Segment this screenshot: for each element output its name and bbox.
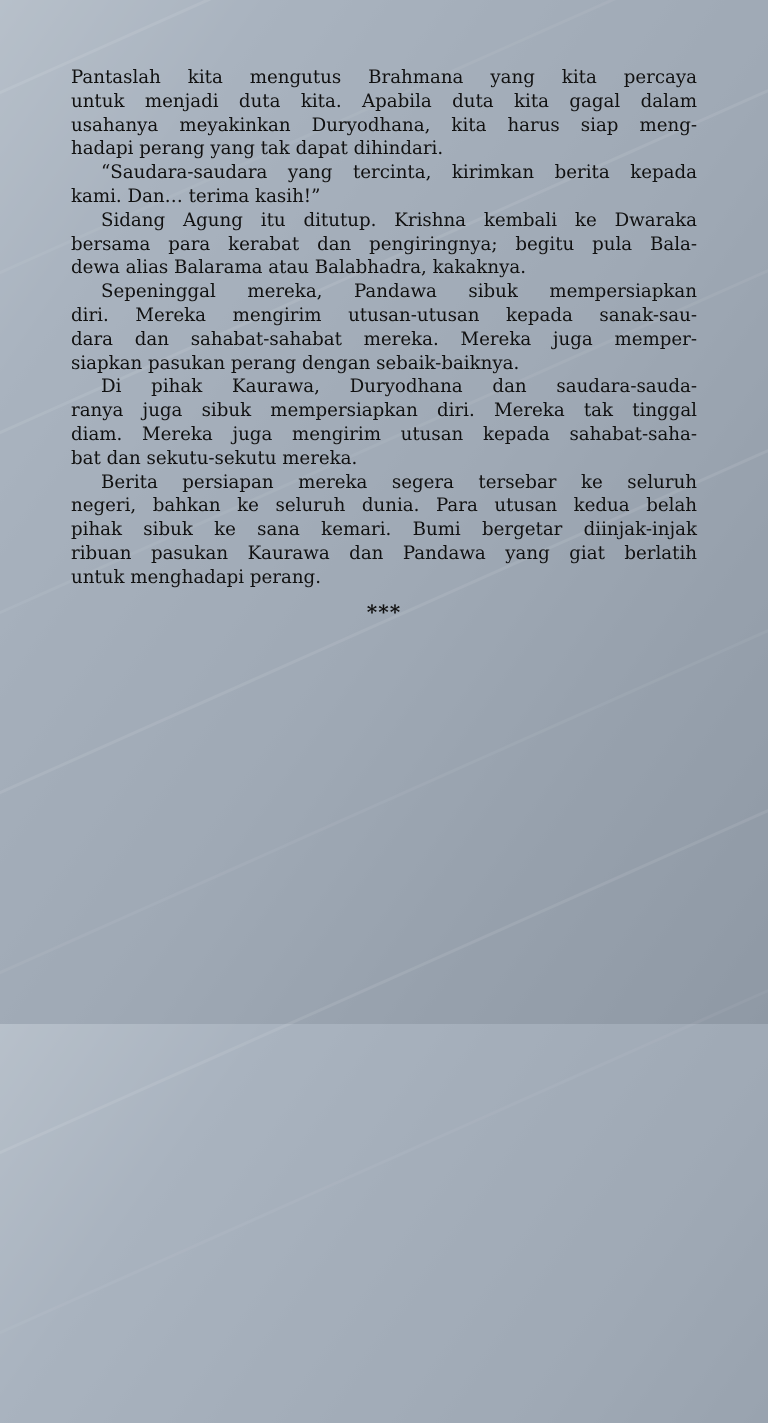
text-line: bat dan sekutu-sekutu mereka.	[71, 447, 358, 469]
text-line: diam. Mereka juga mengirim utusan kepada sahabat-saha-	[71, 423, 697, 445]
text-line: untuk menjadi duta kita. Apabila duta kita gagal dalam	[71, 90, 697, 112]
text-line: bersama para kerabat dan pengiringnya; begitu pula Bala-	[71, 233, 697, 255]
text-line: dara dan sahabat-sahabat mereka. Mereka juga memper-	[71, 328, 697, 350]
text-line: dewa alias Balarama atau Balabhadra, kakaknya.	[71, 257, 526, 279]
paragraph	[71, 280, 697, 375]
text-line: ranya juga sibuk mempersiapkan diri. Mereka tak tinggal	[71, 400, 697, 422]
text-line: kami. Dan… terima kasih!”	[71, 185, 321, 207]
text-line: Pantaslah kita mengutus Brahmana yang kita percaya	[71, 67, 697, 88]
body-text	[71, 66, 697, 624]
text-line: pihak sibuk ke sana kemari. Bumi bergetar diinjak-injak	[71, 519, 697, 541]
text-line: ribuan pasukan Kaurawa dan Pandawa yang giat berlatih	[71, 542, 697, 564]
text-line: “Saudara-saudara yang tercinta, kirimkan berita kepada	[101, 162, 697, 184]
section-separator: ***	[366, 599, 402, 624]
text-line: Sepeninggal mereka, Pandawa sibuk mempersiapkan	[101, 281, 697, 303]
text-line: Berita persiapan mereka segera tersebar ke seluruh	[101, 471, 697, 493]
text-line: hadapi perang yang tak dapat dihindari.	[71, 138, 444, 160]
paragraph	[71, 161, 697, 209]
text-line: usahanya meyakinkan Duryodhana, kita harus siap meng-	[71, 114, 697, 136]
text-line: siapkan pasukan perang dengan sebaik-baiknya.	[71, 352, 520, 374]
text-line: untuk menghadapi perang.	[71, 566, 321, 588]
paragraph	[71, 375, 697, 470]
text-line: Sidang Agung itu ditutup. Krishna kembali ke Dwaraka	[101, 209, 697, 231]
paragraph-list	[71, 66, 697, 590]
text-line: negeri, bahkan ke seluruh dunia. Para utusan kedua belah	[71, 495, 697, 517]
paragraph	[71, 66, 697, 161]
text-line: Di pihak Kaurawa, Duryodhana dan saudara-sauda-	[101, 376, 697, 398]
paragraph	[71, 471, 697, 590]
paragraph	[71, 209, 697, 280]
text-line: diri. Mereka mengirim utusan-utusan kepada sanak-sau-	[71, 304, 697, 326]
